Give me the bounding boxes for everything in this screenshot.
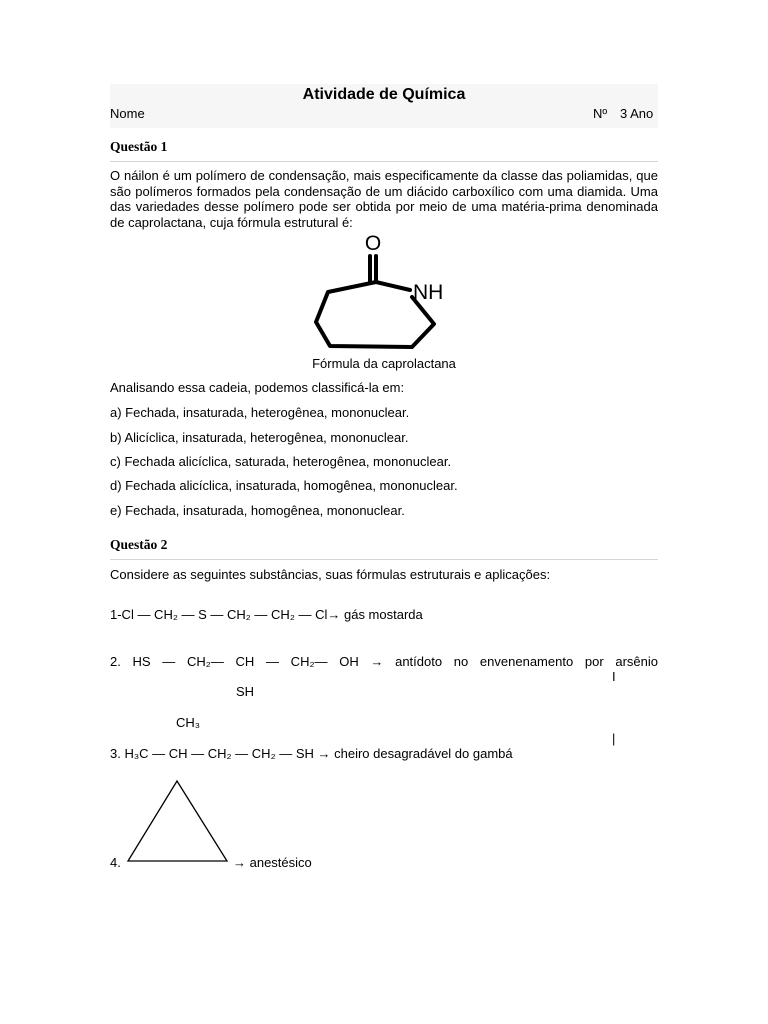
cyclopropane-structure xyxy=(124,778,232,864)
option-c: c) Fechada alicíclica, saturada, heterogênea, mononuclear. xyxy=(110,454,452,469)
oxygen-atom-label: O xyxy=(364,232,382,255)
substance-4-number: 4. xyxy=(110,855,121,870)
substance-1-formula: 1-Cl — CH₂ — S — CH₂ — CH₂ — Cl→ gás mostarda xyxy=(110,607,423,622)
substance-3-bond-mark: | xyxy=(612,731,616,746)
nh-group-label: NH xyxy=(413,281,444,304)
substance-2-sh-branch: SH xyxy=(236,684,255,699)
question-1-heading: Questão 1 xyxy=(110,139,658,162)
question-1-prompt: Analisando essa cadeia, podemos classificá-la em: xyxy=(110,380,405,395)
figure-caption: Fórmula da caprolactana xyxy=(312,356,456,371)
question-2-intro: Considere as seguintes substâncias, suas fórmulas estruturais e aplicações: xyxy=(110,567,551,582)
question-1-intro: O náilon é um polímero de condensação, mais especificamente da classe das poliamidas, que são polímeros formados pela condensação de um diácido carboxílico com uma diamida. Uma das variedades desse polímero pode ser obtida por meio de uma matéria-prima denominada de caprolactana, cuja fórmula estrutural é: xyxy=(110,168,658,230)
substance-3-ch3-branch: CH₃ xyxy=(176,715,201,730)
question-2-heading: Questão 2 xyxy=(110,537,658,560)
option-b: b) Alicíclica, insaturada, heterogênea, mononuclear. xyxy=(110,430,409,445)
page-title: Atividade de Química xyxy=(302,86,466,103)
carbonyl-to-nitrogen-bond xyxy=(376,282,410,290)
substance-2-formula: 2. HS — CH₂— CH — CH₂— OH → antídoto no envenenamento por arsênio xyxy=(110,654,658,669)
option-e: e) Fechada, insaturada, homogênea, mononuclear. xyxy=(110,503,405,518)
number-label: Nº xyxy=(593,106,608,121)
caprolactam-structure xyxy=(300,232,470,357)
substance-4-text: → anestésico xyxy=(233,855,312,870)
option-a: a) Fechada, insaturada, heterogênea, mononuclear. xyxy=(110,405,410,420)
substance-2-bond-mark: I xyxy=(612,669,616,684)
name-label: Nome xyxy=(110,106,145,121)
substance-3-formula: 3. H₃C — CH — CH₂ — CH₂ — SH → cheiro desagradável do gambá xyxy=(110,746,513,761)
cyclopropane-triangle xyxy=(128,781,227,861)
year-label: 3 Ano xyxy=(620,106,654,121)
option-d: d) Fechada alicíclica, insaturada, homogênea, mononuclear. xyxy=(110,478,458,493)
